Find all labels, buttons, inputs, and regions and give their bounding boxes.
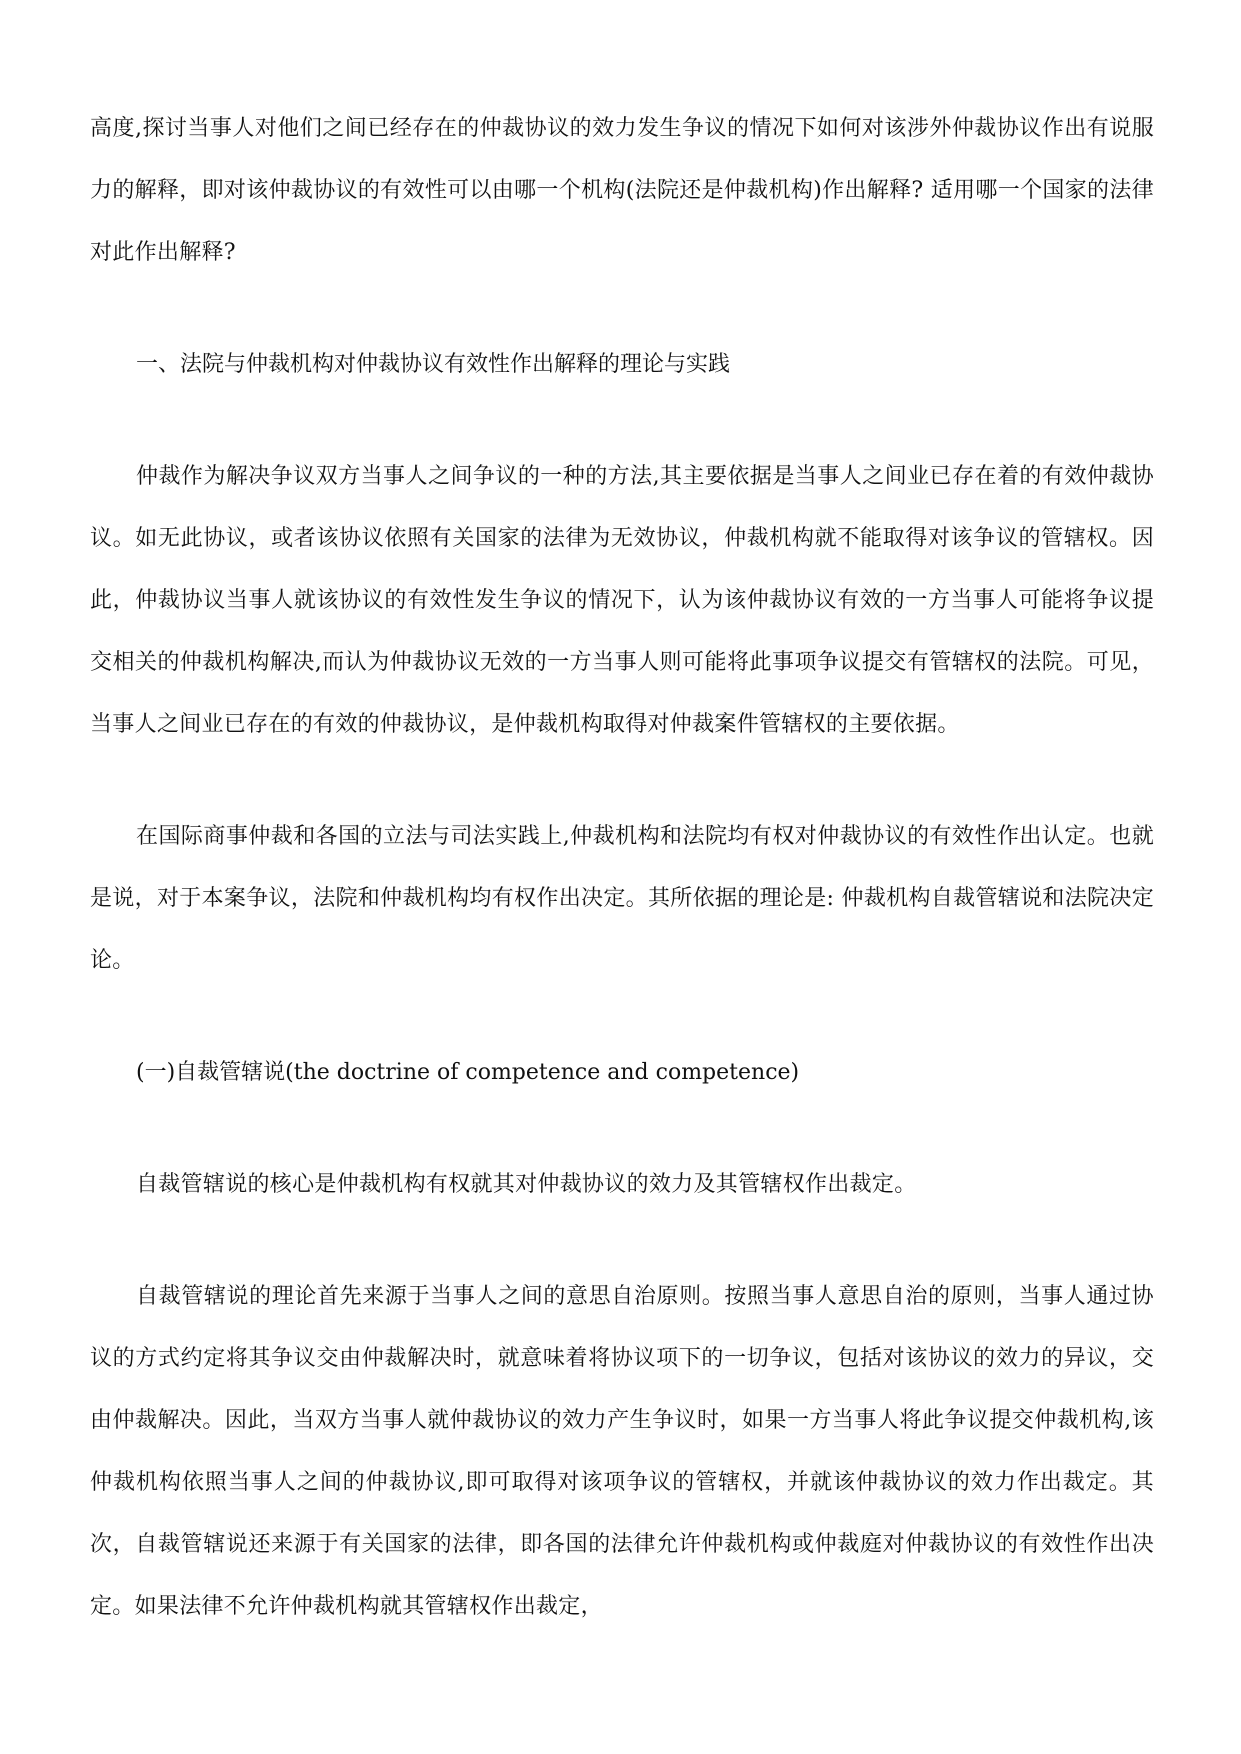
paragraph-gap <box>90 1104 1154 1154</box>
paragraph-body: 自裁管辖说的核心是仲裁机构有权就其对仲裁协议的效力及其管辖权作出裁定。 <box>136 1172 917 1197</box>
paragraph-body: 自裁管辖说的理论首先来源于当事人之间的意思自治原则。按照当事人意思自治的原则，当事人通过协议的方式约定将其争议交由仲裁解决时，就意味着将协议项下的一切争议，包括对该协议的效力的异议，交由仲裁解决。因此，当双方当事人就仲裁协议的效力产生争议时，如果一方当事人将此争议提交仲裁机构,该仲裁机构依照当事人之间的仲裁协议,即可取得对该项争议的管辖权，并就该仲裁协议的效力作出裁定。其次，自裁管辖说还来源于有关国家的法律，即各国的法律允许仲裁机构或仲裁庭对仲裁协议的有效性作出决定。如果法律不允许仲裁机构就其管辖权作出裁定， <box>90 1284 1154 1619</box>
paragraph-gap <box>90 992 1154 1042</box>
paragraph-gap <box>90 1216 1154 1266</box>
paragraph-body: 仲裁作为解决争议双方当事人之间争议的一种的方法,其主要依据是当事人之间业已存在着的有效仲裁协议。如无此协议，或者该协议依照有关国家的法律为无效协议，仲裁机构就不能取得对该争议的管辖权。因此，仲裁协议当事人就该协议的有效性发生争议的情况下，认为该仲裁协议有效的一方当事人可能将争议提交相关的仲裁机构解决,而认为仲裁协议无效的一方当事人则可能将此事项争议提交有管辖权的法院。可见，当事人之间业已存在的有效的仲裁协议，是仲裁机构取得对仲裁案件管辖权的主要依据。 <box>90 464 1154 737</box>
paragraph-gap <box>90 396 1154 446</box>
paragraph-gap <box>90 284 1154 334</box>
paragraph-gap <box>90 756 1154 806</box>
section-heading: 一、法院与仲裁机构对仲裁协议有效性作出解释的理论与实践 <box>136 352 731 377</box>
document-page <box>90 98 1154 1638</box>
subsection-heading: (一)自裁管辖说(the doctrine of competence and competence) <box>136 1060 800 1085</box>
paragraph-intro: 高度,探讨当事人对他们之间已经存在的仲裁协议的效力发生争议的情况下如何对该涉外仲裁协议作出有说服力的解释，即对该仲裁协议的有效性可以由哪一个机构(法院还是仲裁机构)作出解释? 适用哪一个国家的法律对此作出解释? <box>90 116 1154 265</box>
paragraph-body: 在国际商事仲裁和各国的立法与司法实践上,仲裁机构和法院均有权对仲裁协议的有效性作出认定。也就是说，对于本案争议，法院和仲裁机构均有权作出决定。其所依据的理论是: 仲裁机构自裁管辖说和法院决定论。 <box>90 824 1154 973</box>
